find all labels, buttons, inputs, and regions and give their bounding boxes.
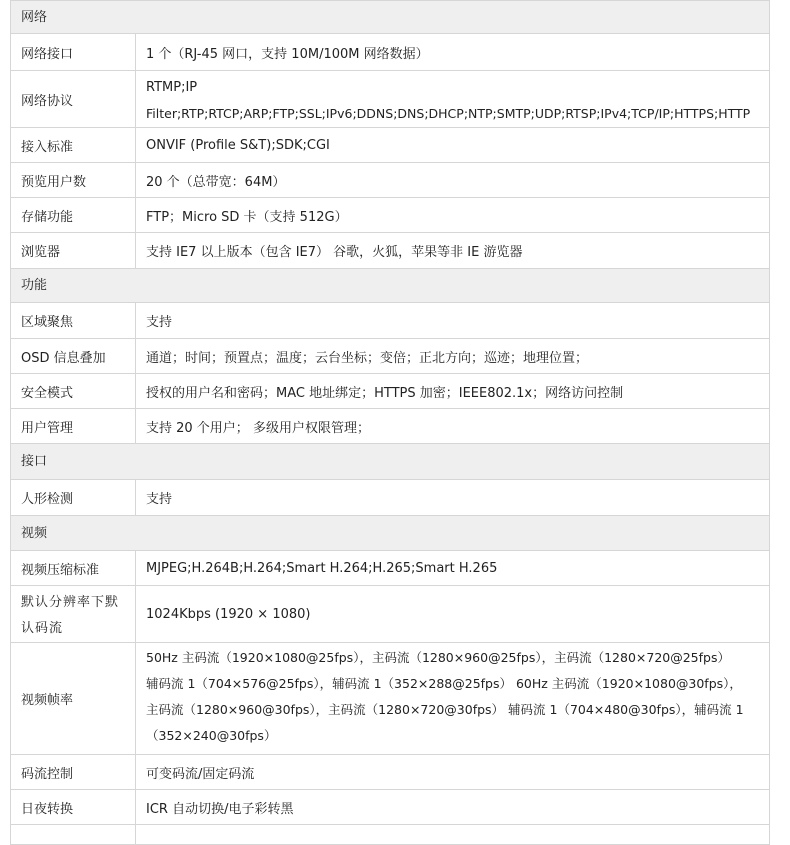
spec-row-partial <box>10 825 770 845</box>
spec-value-line: （352×240@30fps） <box>146 728 277 743</box>
spec-value: 1 个（RJ-45 网口，支持 10M/100M 网络数据） <box>146 46 429 62</box>
section-header-function <box>10 269 770 303</box>
spec-table <box>10 0 770 845</box>
spec-value <box>136 825 769 844</box>
spec-value: FTP；Micro SD 卡（支持 512G） <box>146 209 348 225</box>
spec-label: 日夜转换 <box>11 790 136 824</box>
spec-value: 1024Kbps (1920 × 1080) <box>146 606 311 622</box>
spec-label <box>11 825 136 844</box>
spec-value: MJPEG;H.264B;H.264;Smart H.264;H.265;Smart H.265 <box>146 560 498 576</box>
spec-label: 接入标准 <box>11 128 136 162</box>
spec-label: 安全模式 <box>11 374 136 408</box>
spec-label-line: 认码流 <box>21 621 64 636</box>
spec-value: 可变码流/固定码流 <box>146 766 255 782</box>
spec-value: 授权的用户名和密码；MAC 地址绑定；HTTPS 加密；IEEE802.1x；网络访问控制 <box>146 385 624 401</box>
spec-label: OSD 信息叠加 <box>11 339 136 373</box>
spec-label: 浏览器 <box>11 233 136 268</box>
spec-value: 支持 IE7 以上版本（包含 IE7） 谷歌，火狐，苹果等非 IE 游览器 <box>146 245 523 260</box>
spec-row-default-bitrate <box>10 586 770 643</box>
spec-row-access-standard <box>10 128 770 163</box>
spec-value-line: 50Hz 主码流（1920×1080@25fps），主码流（1280×960@25fps），主码流（1280×720@25fps） <box>146 650 730 665</box>
spec-value <box>136 71 769 127</box>
spec-row-network-protocol <box>10 71 770 128</box>
spec-value: 20 个（总带宽：64M） <box>146 174 286 190</box>
spec-label: 用户管理 <box>11 409 136 443</box>
section-title: 功能 <box>21 278 48 293</box>
spec-value: ONVIF (Profile S&T);SDK;CGI <box>146 137 330 153</box>
spec-value-line: Filter;RTP;RTCP;ARP;FTP;SSL;IPv6;DDNS;DNS;DHCP;NTP;SMTP;UDP;RTSP;IPv4;TCP/IP;HTTPS;HTTP <box>146 106 751 121</box>
section-header-video <box>10 516 770 551</box>
spec-row-osd <box>10 339 770 374</box>
spec-row-network-port <box>10 34 770 71</box>
spec-label: 视频帧率 <box>11 643 136 754</box>
spec-value-line: 辅码流 1（704×576@25fps），辅码流 1（352×288@25fps） 60Hz 主码流（1920×1080@30fps）， <box>146 676 742 691</box>
spec-label: 存储功能 <box>11 198 136 232</box>
spec-value <box>136 643 769 754</box>
spec-label: 区域聚焦 <box>11 303 136 338</box>
spec-label: 网络接口 <box>11 34 136 70</box>
spec-label <box>11 586 136 642</box>
spec-value: 支持 <box>146 492 173 507</box>
section-title: 视频 <box>21 526 48 541</box>
spec-value: 支持 <box>146 315 173 330</box>
section-header-network <box>10 1 770 34</box>
spec-row-rate-control <box>10 755 770 790</box>
spec-label: 网络协议 <box>11 71 136 127</box>
spec-row-browser <box>10 233 770 269</box>
spec-value: ICR 自动切换/电子彩转黑 <box>146 801 294 817</box>
spec-value-line: RTMP;IP <box>146 80 198 95</box>
section-title: 接口 <box>21 454 48 469</box>
spec-label: 码流控制 <box>11 755 136 789</box>
spec-label: 预览用户数 <box>11 163 136 197</box>
spec-row-frame-rate <box>10 643 770 755</box>
spec-row-human-detection <box>10 480 770 516</box>
spec-row-codec <box>10 551 770 586</box>
spec-row-day-night <box>10 790 770 825</box>
spec-value-line: 主码流（1280×960@30fps），主码流（1280×720@30fps） 辅码流 1（704×480@30fps），辅码流 1 <box>146 702 744 717</box>
spec-value: 通道；时间；预置点；温度；云台坐标；变倍；正北方向；巡迹；地理位置； <box>146 350 589 366</box>
spec-row-security <box>10 374 770 409</box>
spec-label: 视频压缩标准 <box>11 551 136 585</box>
section-header-interface <box>10 444 770 480</box>
spec-label: 人形检测 <box>11 480 136 515</box>
spec-row-preview-users <box>10 163 770 198</box>
spec-row-user-management <box>10 409 770 444</box>
spec-label-line: 默认分辨率下默 <box>21 595 120 610</box>
spec-value: 支持 20 个用户； 多级用户权限管理； <box>146 420 370 436</box>
section-title: 网络 <box>21 10 48 25</box>
spec-row-region-focus <box>10 303 770 339</box>
spec-row-storage <box>10 198 770 233</box>
